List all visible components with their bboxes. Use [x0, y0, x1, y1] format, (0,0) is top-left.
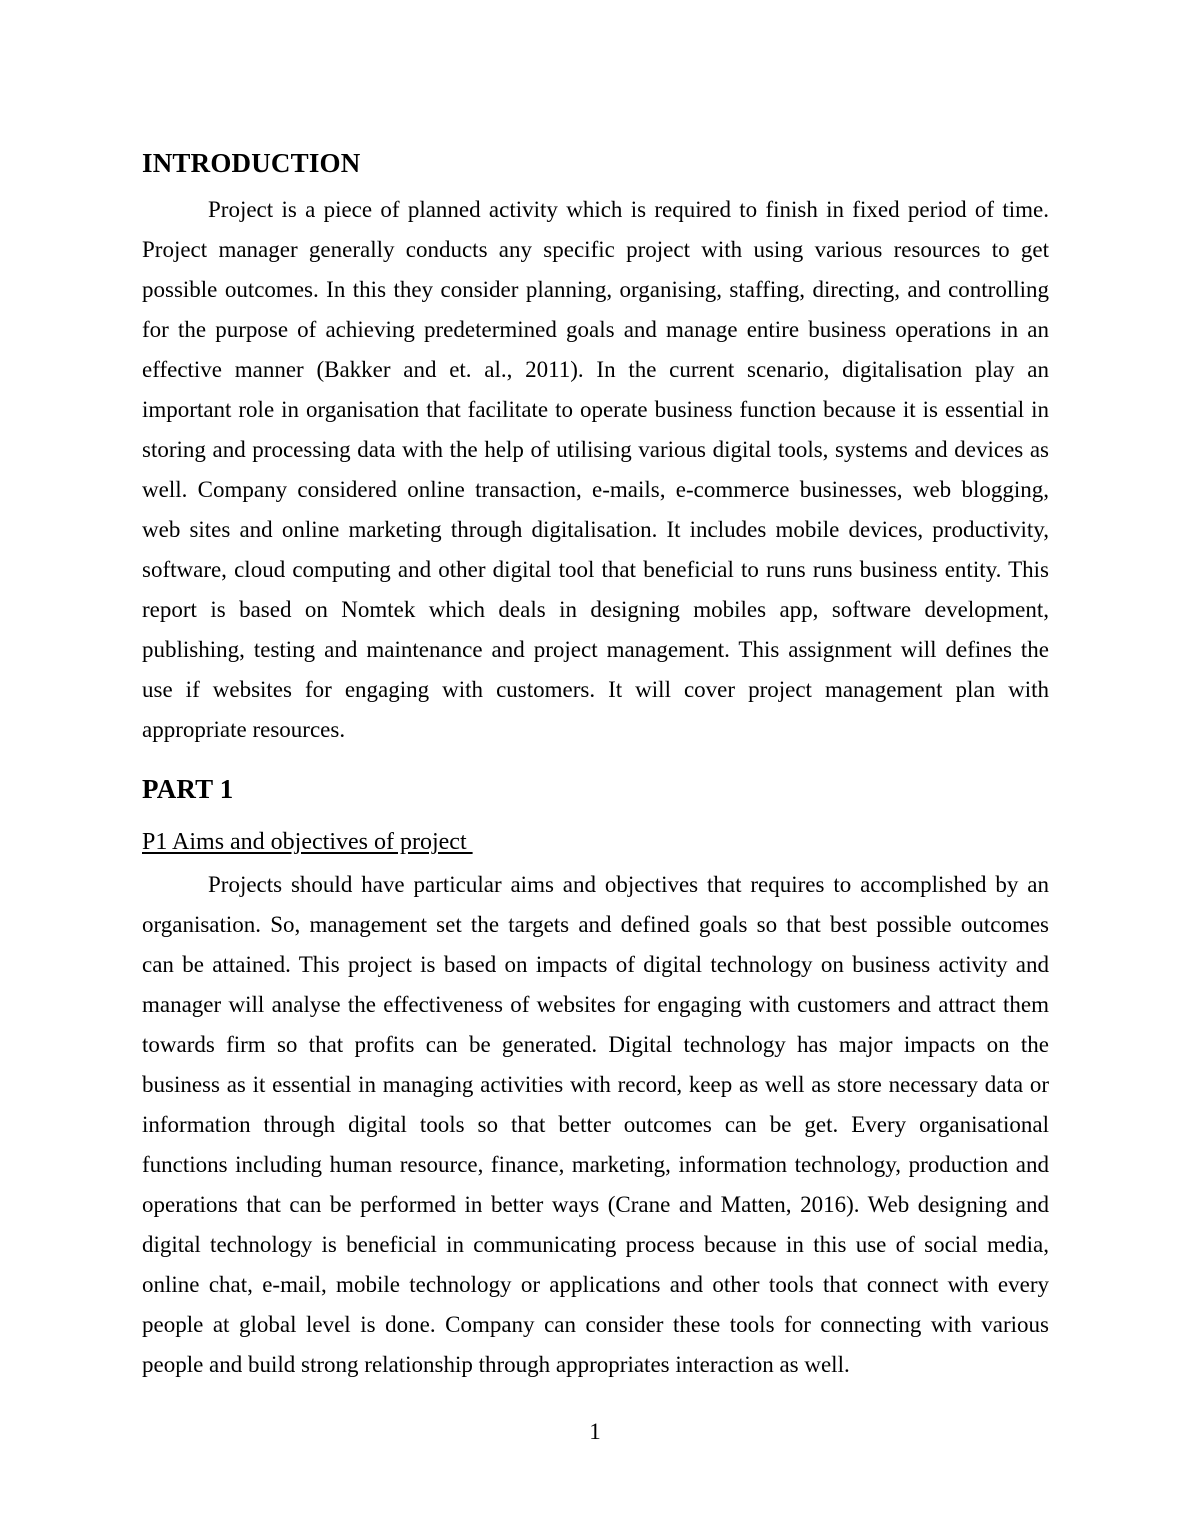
paragraph-line: storing and processing data with the help of utilising various digital tools, systems and devices as: [142, 437, 1049, 462]
paragraph-line: publishing, testing and maintenance and project management. This assignment will defines the: [142, 637, 1049, 662]
paragraph-line: can be attained. This project is based on impacts of digital technology on business activity and: [142, 952, 1049, 977]
paragraph-line: operations that can be performed in better ways (Crane and Matten, 2016). Web designing and: [142, 1192, 1049, 1217]
paragraph-line: information through digital tools so that better outcomes can be get. Every organisational: [142, 1112, 1049, 1137]
paragraph-line: business as it essential in managing activities with record, keep as well as store necessary data or: [142, 1072, 1049, 1097]
page-number: 1: [589, 1419, 601, 1444]
paragraph-line: organisation. So, management set the targets and defined goals so that best possible outcomes: [142, 912, 1049, 937]
paragraph-line: towards firm so that profits can be generated. Digital technology has major impacts on the: [142, 1032, 1049, 1057]
paragraph-line: possible outcomes. In this they consider planning, organising, staffing, directing, and controlling: [142, 277, 1049, 302]
paragraph-line: report is based on Nomtek which deals in designing mobiles app, software development,: [142, 597, 1049, 622]
document-content: [142, 148, 1049, 1385]
paragraph-introduction: [142, 190, 1049, 750]
paragraph-line: manager will analyse the effectiveness of websites for engaging with customers and attract them: [142, 992, 1049, 1017]
paragraph-p1-aims-objectives: [142, 865, 1049, 1385]
paragraph-line: appropriate resources.: [142, 717, 346, 742]
paragraph-line: Project manager generally conducts any specific project with using various resources to get: [142, 237, 1049, 262]
paragraph-line: important role in organisation that facilitate to operate business function because it is essential in: [142, 397, 1049, 422]
paragraph-line: use if websites for engaging with customers. It will cover project management plan with: [142, 677, 1049, 702]
paragraph-line: software, cloud computing and other digital tool that beneficial to runs runs business entity. This: [142, 557, 1049, 582]
paragraph-line: digital technology is beneficial in communicating process because in this use of social media,: [142, 1232, 1049, 1257]
paragraph-line: functions including human resource, finance, marketing, information technology, production and: [142, 1152, 1049, 1177]
paragraph-line: Projects should have particular aims and objectives that requires to accomplished by an: [208, 872, 1049, 897]
paragraph-line: Project is a piece of planned activity which is required to finish in fixed period of time.: [208, 197, 1049, 222]
paragraph-line: online chat, e-mail, mobile technology or applications and other tools that connect with every: [142, 1272, 1049, 1297]
paragraph-line: people at global level is done. Company can consider these tools for connecting with various: [142, 1312, 1049, 1337]
paragraph-line: for the purpose of achieving predetermined goals and manage entire business operations in an: [142, 317, 1049, 342]
paragraph-line: well. Company considered online transaction, e-mails, e-commerce businesses, web blogging,: [142, 477, 1049, 502]
section-heading-introduction: INTRODUCTION: [142, 148, 361, 178]
paragraph-line: people and build strong relationship through appropriates interaction as well.: [142, 1352, 850, 1377]
paragraph-line: effective manner (Bakker and et. al., 2011). In the current scenario, digitalisation play an: [142, 357, 1049, 382]
section-heading-part1: PART 1: [142, 774, 234, 804]
subheading-p1-aims-objectives: P1 Aims and objectives of project: [142, 829, 473, 855]
paragraph-line: web sites and online marketing through digitalisation. It includes mobile devices, productivity,: [142, 517, 1049, 542]
